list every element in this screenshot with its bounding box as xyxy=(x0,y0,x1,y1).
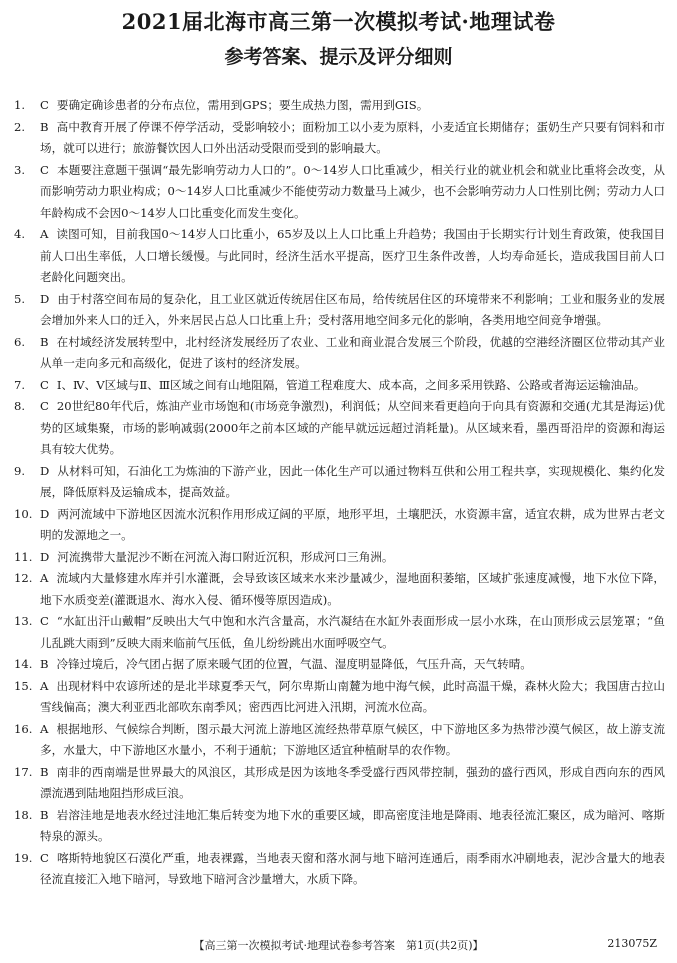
answer-explanation: 喀斯特地貌区石漠化严重，地表裸露，当地表天窗和落水洞与地下暗河连通后，雨季雨水冲刷地表，泥沙含量大的地表径流直接汇入地下暗河，导致地下暗河含沙量增大，水质下降。 xyxy=(40,850,665,886)
answer-item xyxy=(14,95,665,117)
answer-choice: B xyxy=(40,657,49,671)
answer-number: 16. xyxy=(14,721,33,736)
answer-item xyxy=(14,396,665,461)
answer-choice: C xyxy=(40,162,49,177)
answer-number: 8. xyxy=(14,399,26,413)
answer-explanation: 根据地形、气候综合判断，图示最大河流上游地区流经热带草原气候区，中下游地区多为热带沙漠气候区，故上游支流多，水量大，中下游地区水量小，不利于通航；下游地区适宜种植耐旱的农作物。 xyxy=(40,721,665,757)
answer-number: 12. xyxy=(14,571,33,585)
answer-item xyxy=(14,676,665,719)
answer-explanation: 冷锋过境后，冷气团占据了原来暖气团的位置，气温、湿度明显降低，气压升高，天气转晴。 xyxy=(56,657,532,671)
answer-explanation: 要确定确诊患者的分布点位，需用到GPS；要生成热力图，需用到GIS。 xyxy=(56,98,429,112)
answer-explanation: 高中教育开展了停课不停学活动，受影响较小；面粉加工以小麦为原料，小麦适宜长期储存；蛋奶生产只要有饲料和市场，就可以进行；旅游餐饮因人口外出活动受限而受到的影响最大。 xyxy=(40,119,665,155)
answer-choice: C xyxy=(40,399,49,413)
answer-explanation: 本题要注意题干强调“最先影响劳动力人口的”。0～14岁人口比重减少，相关行业的就业机会和就业比重将会改变，从而影响劳动力职业构成；0～14岁人口比重减少不能使劳动力数量马上减少，也不会影响劳动力人口性别比例；劳动力人口年龄构成不会因0～14岁人口比重变化而发生变化。 xyxy=(40,162,666,220)
answer-number: 3. xyxy=(14,162,26,177)
answer-choice: A xyxy=(40,571,49,585)
page-subtitle: 参考答案、提示及评分细则 xyxy=(224,46,453,68)
answer-explanation: 岩溶洼地是地表水经过洼地汇集后转变为地下水的重要区域，即高密度洼地是降雨、地表径流汇聚区，成为暗河、喀斯特泉的源头。 xyxy=(40,807,665,843)
answer-item xyxy=(14,504,665,547)
footer-page-label: 【高三第一次模拟考试·地理试卷参考答案 第1页(共2页)】 xyxy=(193,939,484,952)
answer-explanation: 流域内大量修建水库并引水灌溉，会导致该区域来水来沙量减少，湿地面积萎缩，区域扩张速度减慢，地下水位下降，地下水质变差(灌溉退水、海水入侵、循环慢等原因造成)。 xyxy=(40,571,665,607)
answer-item xyxy=(14,547,665,569)
answer-item xyxy=(14,719,665,762)
answer-item xyxy=(14,332,665,375)
answer-explanation: 两河流域中下游地区因流水沉积作用形成辽阔的平原，地形平坦，土壤肥沃，水资源丰富，适宜农耕，成为世界古老文明的发源地之一。 xyxy=(40,506,665,542)
answer-choice: D xyxy=(40,549,50,564)
answer-item xyxy=(14,224,665,289)
answer-number: 18. xyxy=(14,807,33,822)
answer-number: 2. xyxy=(14,119,26,134)
answer-explanation: 读图可知，目前我国0～14岁人口比重小，65岁及以上人口比重上升趋势；我国由于长期实行计划生育政策，使我国目前人口出生率低，人口增长缓慢。与此同时，经济生活水平提高，医疗卫生条件改善，人均寿命延长，造成我国目前人口老龄化问题突出。 xyxy=(40,227,665,284)
answer-item xyxy=(14,568,665,611)
answer-item xyxy=(14,461,665,504)
answer-item xyxy=(14,848,665,891)
answer-number: 6. xyxy=(14,334,26,349)
answer-number: 14. xyxy=(14,657,33,671)
answer-number: 11. xyxy=(14,549,33,564)
answer-explanation: 出现材料中农谚所述的是北半球夏季天气，阿尔卑斯山南麓为地中海气候，此时高温干燥，森林火险大；我国唐古拉山雪线偏高；澳大利亚西北部吹东南季风；密西西比河进入汛期，河流水位高。 xyxy=(40,678,665,714)
answer-explanation: Ⅰ、Ⅳ、Ⅴ区域与Ⅱ、Ⅲ区域之间有山地阻隔，管道工程难度大、成本高，之间多采用铁路、公路或者海运运输油品。 xyxy=(56,377,646,392)
answer-item xyxy=(14,805,665,848)
answer-choice: A xyxy=(40,678,49,693)
answer-number: 10. xyxy=(14,506,33,521)
answer-explanation: “水缸出汗山戴帽”反映出大气中饱和水汽含量高，水汽凝结在水缸外表面形成一层小水珠，在山顶形成云层笼罩；“鱼儿乱跳大雨到”反映大雨来临前气压低，鱼儿纷纷跳出水面呼吸空气。 xyxy=(40,614,665,650)
answer-explanation: 由于村落空间布局的复杂化，且工业区就近传统居住区布局，给传统居住区的环境带来不利影响；工业和服务业的发展会增加外来人口的迁入，外来居民占总人口比重上升；受村落用地空间多元化的影响，各类用地空间竞争增强。 xyxy=(40,291,665,327)
answer-number: 4. xyxy=(14,227,26,241)
answer-choice: A xyxy=(40,721,49,736)
answer-choice: B xyxy=(40,764,49,779)
answer-item xyxy=(14,117,665,160)
answer-item xyxy=(14,289,665,332)
answer-choice: D xyxy=(40,463,50,478)
answer-number: 19. xyxy=(14,850,33,865)
answer-explanation: 在村域经济发展转型中，北村经济发展经历了农业、工业和商业混合发展三个阶段，优越的空港经济圈区位带动其产业从单一走向多元和高级化，促进了该村的经济发展。 xyxy=(40,334,665,370)
answer-choice: B xyxy=(40,119,49,134)
answer-choice: D xyxy=(40,506,50,521)
answer-choice: B xyxy=(40,334,49,349)
footer-doc-code: 213075Z xyxy=(607,937,657,950)
answer-explanation: 从材料可知，石油化工为炼油的下游产业，因此一体化生产可以通过物料互供和公用工程共享，实现规模化、集约化发展，降低原料及运输成本，提高效益。 xyxy=(40,463,665,499)
answer-number: 7. xyxy=(14,377,26,392)
answer-item xyxy=(14,611,665,654)
answer-number: 5. xyxy=(14,291,26,306)
answer-explanation: 河流携带大量泥沙不断在河流入海口附近沉积，形成河口三角洲。 xyxy=(57,549,394,564)
answer-choice: C xyxy=(40,377,49,392)
answer-item xyxy=(14,375,665,397)
answer-number: 9. xyxy=(14,463,26,478)
answer-choice: C xyxy=(40,850,49,865)
answer-number: 15. xyxy=(14,678,33,693)
answer-number: 17. xyxy=(14,764,33,779)
answer-choice: B xyxy=(40,807,49,822)
answer-explanation: 南非的西南端是世界最大的风浪区，其形成是因为该地冬季受盛行西风带控制，强劲的盛行西风，形成自西向东的西风漂流遇到陆地阻挡形成巨浪。 xyxy=(40,764,665,800)
answer-item xyxy=(14,160,665,225)
answer-choice: A xyxy=(40,227,49,241)
page-title: 2021届北海市高三第一次模拟考试·地理试卷 xyxy=(121,9,556,34)
answer-item xyxy=(14,762,665,805)
answer-item xyxy=(14,654,665,676)
answer-list xyxy=(14,95,665,891)
answer-number: 13. xyxy=(14,614,33,628)
answer-number: 1. xyxy=(14,98,26,112)
answer-choice: C xyxy=(40,614,49,628)
answer-choice: D xyxy=(40,291,50,306)
answer-choice: C xyxy=(40,98,49,112)
answer-explanation: 20世纪80年代后，炼油产业市场饱和(市场竞争激烈)，利润低；从空间来看更趋向于向具有资源和交通(尤其是海运)优势的区域集聚，市场的影响减弱(2000年之前本区域的产能早就远远超过消耗量)。从区域来看，墨西哥沿岸的资源和海运具有较大优势。 xyxy=(40,399,665,456)
